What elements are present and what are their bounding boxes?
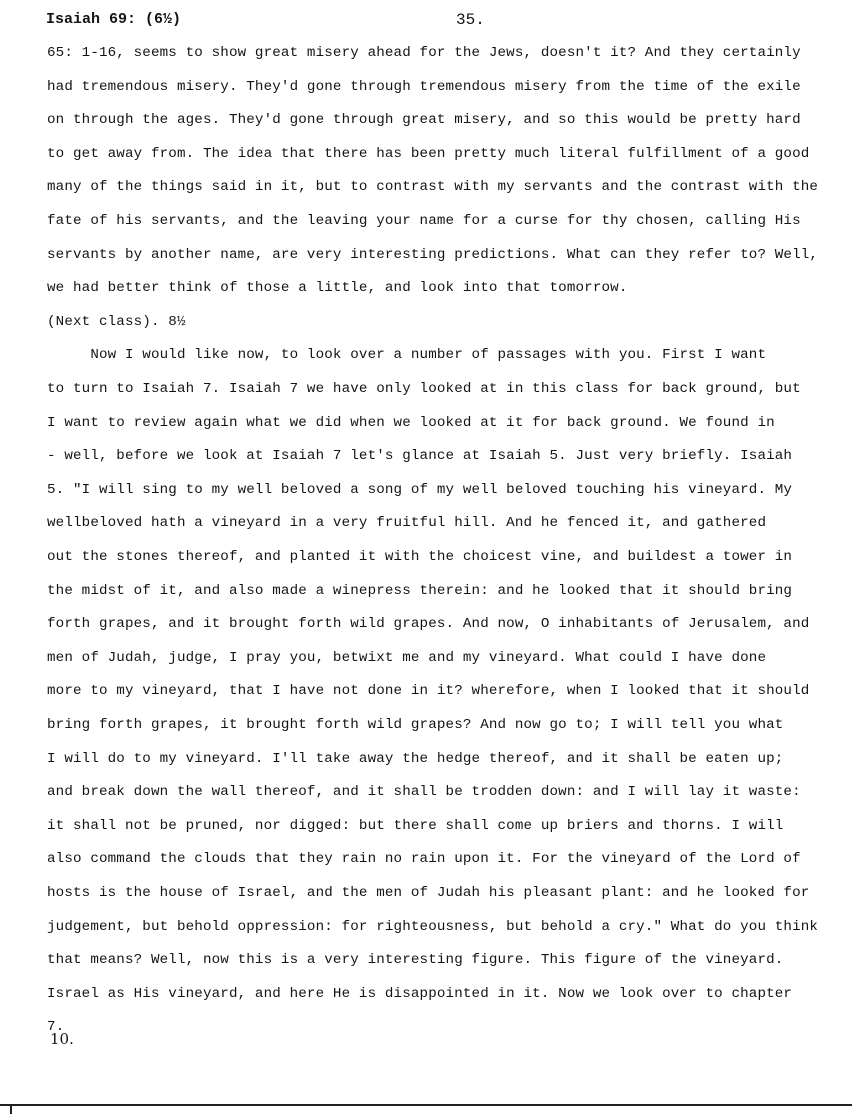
- text-line: more to my vineyard, that I have not done in it? wherefore, when I looked that it should: [47, 683, 810, 700]
- page-header: [46, 11, 832, 35]
- text-line: Now I would like now, to look over a number of passages with you. First I want: [47, 347, 767, 364]
- text-line: hosts is the house of Israel, and the men of Judah his pleasant plant: and he looked for: [47, 885, 810, 901]
- text-line: out the stones thereof, and planted it with the choicest vine, and buildest a tower in: [47, 549, 793, 565]
- text-line: forth grapes, and it brought forth wild grapes. And now, O inhabitants of Jerusalem, and: [47, 616, 810, 633]
- text-line: we had better think of those a little, and look into that tomorrow.: [47, 280, 628, 297]
- text-line: bring forth grapes, it brought forth wild grapes? And now go to; I will tell you what: [47, 717, 784, 733]
- text-line: on through the ages. They'd gone through great misery, and so this would be pretty hard: [47, 112, 801, 129]
- text-line: 5. "I will sing to my well beloved a song of my well beloved touching his vineyard. My: [47, 481, 793, 498]
- text-line: fate of his servants, and the leaving your name for a curse for thy chosen, calling His: [47, 213, 801, 229]
- text-line: 7.: [47, 1019, 65, 1036]
- text-line: to turn to Isaiah 7. Isaiah 7 we have only looked at in this class for back ground, but: [47, 381, 801, 397]
- scripture-reference: Isaiah 69: (6½): [46, 11, 182, 28]
- text-line: men of Judah, judge, I pray you, betwixt me and my vineyard. What could I have done: [47, 649, 767, 666]
- text-line: had tremendous misery. They'd gone through tremendous misery from the time of the exile: [47, 78, 801, 95]
- text-line: it shall not be pruned, nor digged: but there shall come up briers and thorns. I will: [47, 817, 784, 834]
- page-corner-mark: [10, 1104, 12, 1114]
- text-line: that means? Well, now this is a very interesting figure. This figure of the vineyard.: [47, 952, 784, 969]
- text-line: servants by another name, are very interesting predictions. What can they refer to? Well,: [47, 246, 819, 263]
- text-line: I will do to my vineyard. I'll take away the hedge thereof, and it shall be eaten up;: [47, 750, 784, 767]
- text-line: judgement, but behold oppression: for righteousness, but behold a cry." What do you think: [47, 918, 819, 935]
- text-line: (Next class). 8½: [47, 313, 186, 330]
- text-line: - well, before we look at Isaiah 7 let's glance at Isaiah 5. Just very briefly. Isaiah: [47, 448, 793, 465]
- text-line: I want to review again what we did when we looked at it for back ground. We found in: [47, 414, 775, 431]
- text-line: many of the things said in it, but to contrast with my servants and the contrast with the: [47, 179, 819, 196]
- page-number: 35.: [456, 11, 485, 29]
- text-line: 65: 1-16, seems to show great misery ahead for the Jews, doesn't it? And they certainly: [47, 45, 801, 61]
- page-bottom-rule: [0, 1104, 852, 1106]
- text-line: also command the clouds that they rain no rain upon it. For the vineyard of the Lord of: [47, 851, 801, 868]
- text-line: Israel as His vineyard, and here He is disappointed in it. Now we look over to chapter: [47, 985, 793, 1002]
- text-line: wellbeloved hath a vineyard in a very fruitful hill. And he fenced it, and gathered: [47, 515, 767, 532]
- handwritten-note: 10.: [50, 1030, 74, 1048]
- text-line: to get away from. The idea that there has been pretty much literal fulfillment of a good: [47, 145, 810, 162]
- text-line: the midst of it, and also made a winepress therein: and he looked that it should bring: [47, 582, 793, 599]
- text-line: and break down the wall thereof, and it shall be trodden down: and I will lay it waste:: [47, 784, 801, 801]
